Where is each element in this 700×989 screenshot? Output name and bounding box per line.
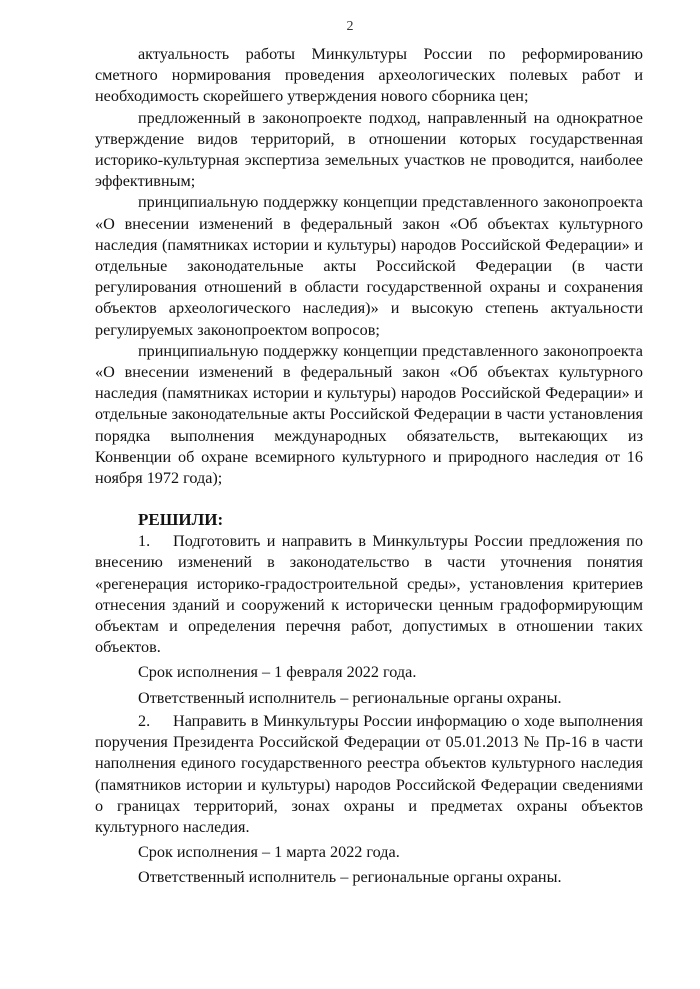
decision-deadline: Срок исполнения – 1 марта 2022 года. xyxy=(138,843,400,862)
decision-item-2 xyxy=(95,711,643,889)
paragraph-approach: предложенный в законопроекте подход, направленный на однократное утверждение видов территорий, в отношении которых государственная историко-культурная экспертиза земельных участков не проводится, наиболее эффективным; xyxy=(95,108,643,191)
decision-text xyxy=(95,711,643,838)
document-body xyxy=(95,44,643,889)
decision-number: 2. xyxy=(138,711,151,730)
decision-body: Подготовить и направить в Минкультуры России предложения по внесению изменений в законодательство в части уточнения понятия «регенерация историко-градостроительной среды», установления критериев отнесения зданий и сооружений к исторически ценным градоформирующим объектам и определения перечня работ, допустимых в отношении таких объектов. xyxy=(95,532,643,657)
decision-responsible: Ответственный исполнитель – региональные органы охраны. xyxy=(138,688,562,707)
decision-heading: РЕШИЛИ: xyxy=(138,510,224,530)
decision-number: 1. xyxy=(138,532,151,551)
paragraph-support-convention: принципиальную поддержку концепции представленного законопроекта «О внесении изменений в федеральный закон «Об объектах культурного наследия (памятниках истории и культуры) народов Российской Федерации» и отдельные законодательные акты Российской Федерации в части установления порядка выполнения международных обязательств, вытекающих из Конвенции об охране всемирного культурного и природного наследия от 16 ноября 1972 года); xyxy=(95,341,643,488)
decision-text xyxy=(95,531,643,658)
decision-item-1 xyxy=(95,531,643,709)
decision-deadline: Срок исполнения – 1 февраля 2022 года. xyxy=(138,663,417,682)
page-number: 2 xyxy=(346,19,354,34)
decision-body: Направить в Минкультуры России информацию о ходе выполнения поручения Президента Российской Федерации от 05.01.2013 № Пр-16 в части наполнения единого государственного реестра объектов культурного наследия (памятников истории и культуры) народов Российской Федерации сведениями о границах территорий, зонах охраны и предметах охраны объектов культурного наследия. xyxy=(95,711,643,836)
paragraph-support-archaeology: принципиальную поддержку концепции представленного законопроекта «О внесении изменений в федеральный закон «Об объектах культурного наследия (памятниках истории и культуры) народов Российской Федерации» и отдельные законодательные акты Российской Федерации (в части регулирования отношений в области государственной охраны и сохранения объектов археологического наследия)» и высокую степень актуальности регулируемых законопроектом вопросов; xyxy=(95,193,643,339)
decision-responsible: Ответственный исполнитель – региональные органы охраны. xyxy=(138,868,562,887)
paragraph-relevance: актуальность работы Минкультуры России по реформированию сметного нормирования проведения археологических полевых работ и необходимость скорейшего утверждения нового сборника цен; xyxy=(95,45,643,106)
